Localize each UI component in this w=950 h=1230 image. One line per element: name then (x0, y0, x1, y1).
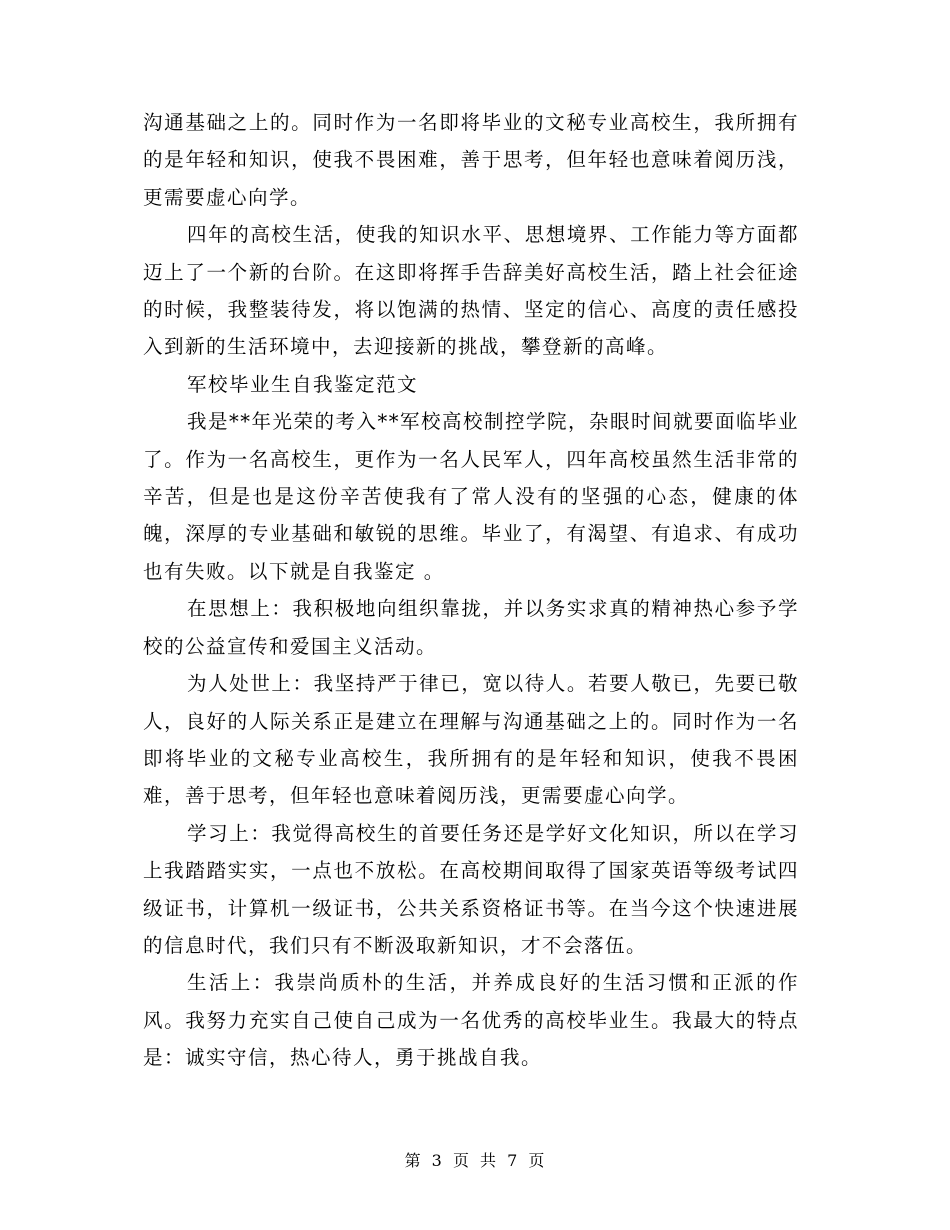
paragraph-5: 为人处世上：我坚持严于律已，宽以待人。若要人敬已，先要已敬人，良好的人际关系正是建立在理解与沟通基础之上的。同时作为一名即将毕业的文秘专业高校生，我所拥有的是年轻和知识，使我不畏困难，善于思考，但年轻也意味着阅历浅，更需要虚心向学。 (143, 672, 799, 808)
document-body (143, 104, 799, 1077)
paragraph-1: 沟通基础之上的。同时作为一名即将毕业的文秘专业高校生，我所拥有的是年轻和知识，使我不畏困难，善于思考，但年轻也意味着阅历浅，更需要虚心向学。 (143, 111, 799, 209)
paragraph-2: 四年的高校生活，使我的知识水平、思想境界、工作能力等方面都迈上了一个新的台阶。在这即将挥手告辞美好高校生活，踏上社会征途的时候，我整装待发，将以饱满的热情、坚定的信心、高度的责任感投入到新的生活环境中，去迎接新的挑战，攀登新的高峰。 (143, 223, 799, 359)
paragraph-7: 生活上：我崇尚质朴的生活，并养成良好的生活习惯和正派的作风。我努力充实自己使自己成为一名优秀的高校毕业生。我最大的特点是：诚实守信，热心待人，勇于挑战自我。 (143, 971, 799, 1070)
section-heading: 军校毕业生自我鉴定范文 (187, 372, 419, 396)
paragraph-4: 在思想上：我积极地向组织靠拢，并以务实求真的精神热心参予学校的公益宣传和爱国主义活动。 (143, 597, 799, 658)
paragraph-6: 学习上：我觉得高校生的首要任务还是学好文化知识，所以在学习上我踏踏实实，一点也不放松。在高校期间取得了国家英语等级考试四级证书，计算机一级证书，公共关系资格证书等。在当今这个快速进展的信息时代，我们只有不断汲取新知识，才不会落伍。 (143, 821, 799, 957)
paragraph-3: 我是**年光荣的考入**军校高校制控学院，杂眼时间就要面临毕业了。作为一名高校生，更作为一名人民军人，四年高校虽然生活非常的辛苦，但是也是这份辛苦使我有了常人没有的坚强的心态，健康的体魄，深厚的专业基础和敏锐的思维。毕业了，有渴望、有追求、有成功也有失败。以下就是自我鉴定 。 (143, 410, 800, 583)
page-number-footer: 第 3 页 共 7 页 (404, 1151, 546, 1170)
